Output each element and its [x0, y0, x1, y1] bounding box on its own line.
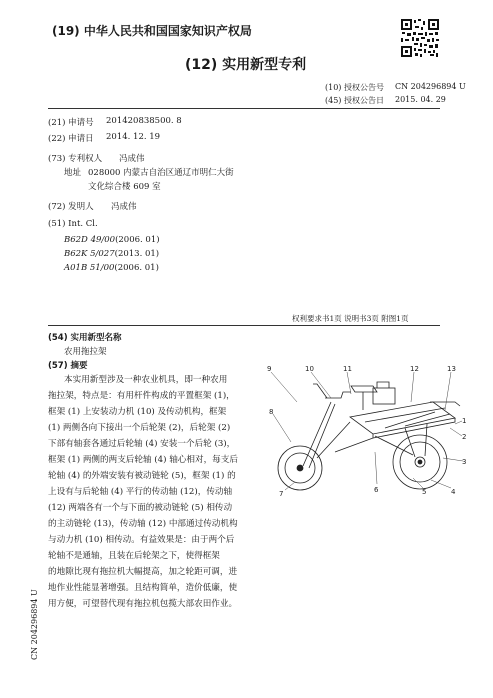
abstract-label: (57) 摘要 [48, 361, 88, 371]
app-no-label: (21) 申请号 [48, 118, 94, 128]
fig-label: 2 [462, 433, 467, 441]
title-label: (54) 实用新型名称 [48, 333, 122, 343]
intcl-row [64, 235, 160, 245]
fig-label: 12 [410, 365, 419, 373]
abstract-line: 轮轴 (4) 的外端安装有被动链轮 (5)，框架 (1) 的 [48, 471, 236, 481]
abstract-line: 用方便，可望替代现有拖拉机包揽大部农田作业。 [48, 599, 238, 609]
pub-no: CN 204296894 U [395, 82, 466, 91]
inventor: 冯成伟 [111, 202, 137, 212]
fig-label: 13 [447, 365, 456, 373]
qr-code-icon [400, 18, 440, 58]
side-publication-number: CN 204296894 U [30, 589, 39, 660]
abstract-line: 的地隙比现有拖拉机大幅提高，加之轮距可调，进 [48, 567, 238, 577]
frame [350, 402, 455, 434]
page-counts: 权利要求书1页 说明书3页 附图1页 [292, 314, 409, 323]
intcl-row [64, 263, 159, 273]
abstract-line: 框架 (1) 上安装动力机 (10) 及传动机构，框架 [48, 407, 227, 417]
abstract-line: 地作业性能显著增强。且结构简单，造价低廉，使 [48, 583, 238, 593]
address-line-2: 文化综合楼 609 室 [88, 182, 161, 192]
abstract-line: 轮轴不是通轴，且装在后轮架之下，使得框架 [48, 551, 220, 561]
intcl-row [64, 249, 159, 259]
address-line-1: 028000 内蒙古自治区通辽市明仁大街 [88, 168, 234, 178]
intcl-code: B62D 49/00 [64, 235, 116, 245]
fig-label: 8 [269, 408, 274, 416]
app-date-label: (22) 申请日 [48, 134, 94, 144]
abstract-line: 拖拉架，特点是：有用杆件构成的平置框架 (1)， [48, 391, 235, 401]
fig-label: 5 [422, 488, 427, 496]
intcl-label: (51) Int. Cl. [48, 219, 98, 229]
owner-label: (73) 专利权人 [48, 154, 103, 164]
fig-label: 1 [462, 417, 467, 425]
pub-no-label: (10) 授权公告号 [325, 83, 384, 92]
owner: 冯成伟 [119, 154, 145, 164]
header-rule [48, 108, 440, 109]
fig-label: 10 [305, 365, 314, 373]
intcl-date: (2006. 01) [115, 235, 160, 245]
abstract-line: 下部有轴套各通过后轮轴 (4) 安装一个后轮 (3)， [48, 439, 236, 449]
fig-label: 9 [267, 365, 272, 373]
document-type: (12) 实用新型专利 [185, 57, 307, 73]
abstract-line: (12) 两端各有一个与下面的被动链轮 (5) 相传动 [48, 503, 233, 513]
fig-label: 11 [343, 365, 352, 373]
intcl-date: (2006. 01) [114, 263, 159, 273]
abstract-line: (1) 两侧各向下接出一个后轮架 (2)，后轮架 (2) [48, 423, 231, 433]
pages-rule [48, 325, 440, 326]
pub-date-label: (45) 授权公告日 [325, 96, 384, 105]
abstract-line: 框架 (1) 两侧的两支后轮轴 (4) 轴心相对，每支后 [48, 455, 238, 465]
utility-model-title: 农用拖拉架 [64, 347, 107, 357]
fig-label: 4 [451, 488, 456, 496]
abstract-line: 上设有与后轮轴 (4) 平行的传动轴 (12)，传动轴 [48, 487, 233, 497]
abstract-line: 与动力机 (10) 相传动。有益效果是：由于两个后 [48, 535, 235, 545]
app-no: 201420838500. 8 [106, 116, 182, 126]
patent-figure [255, 362, 470, 517]
office-name: (19) 中华人民共和国国家知识产权局 [52, 24, 252, 38]
address-label: 地址 [64, 168, 82, 178]
app-date: 2014. 12. 19 [106, 132, 161, 142]
intcl-date: (2013. 01) [114, 249, 160, 259]
intcl-code: B62K 5/027 [64, 249, 115, 259]
pub-date: 2015. 04. 29 [395, 95, 446, 104]
fig-label: 3 [462, 458, 467, 466]
abstract-line: 本实用新型涉及一种农业机具，即一种农用 [64, 375, 228, 385]
intcl-code: A01B 51/00 [64, 263, 115, 273]
abstract-line: 的主动链轮 (13)，传动轴 (12) 中部通过传动机构 [48, 519, 238, 529]
fig-label: 7 [279, 490, 284, 498]
fig-label: 6 [374, 486, 379, 494]
inventor-label: (72) 发明人 [48, 202, 94, 212]
